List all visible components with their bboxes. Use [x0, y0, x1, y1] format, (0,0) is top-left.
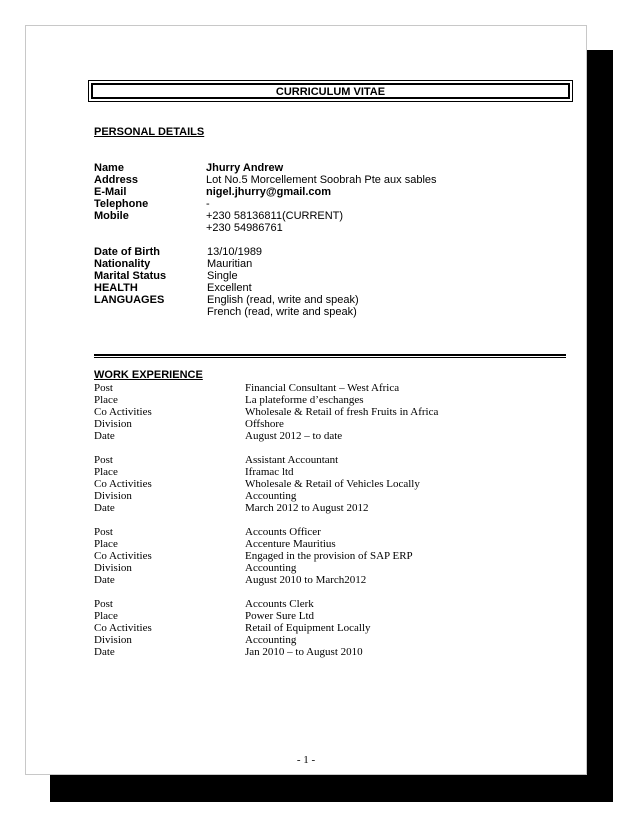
- field-label: Date: [94, 646, 115, 658]
- field-value: Financial Consultant – West Africa: [245, 382, 400, 394]
- field-value: Wholesale & Retail of fresh Fruits in Africa: [245, 406, 439, 418]
- field-value: French (read, write and speak): [207, 306, 357, 318]
- field-label: Date of Birth: [94, 246, 160, 258]
- field-label: LANGUAGES: [94, 294, 165, 306]
- field-label: Division: [94, 634, 132, 646]
- field-label: Co Activities: [94, 550, 152, 562]
- field-value: Offshore: [245, 418, 284, 430]
- field-value: Accounting: [245, 562, 297, 574]
- field-label: HEALTH: [94, 282, 138, 294]
- field-value: +230 58136811(CURRENT): [206, 210, 344, 222]
- field-value: La plateforme d’eschanges: [245, 394, 364, 406]
- field-value: August 2010 to March2012: [245, 574, 367, 586]
- field-label: Name: [94, 162, 124, 174]
- field-label: Division: [94, 418, 132, 430]
- section-divider: [94, 354, 566, 358]
- field-label: Post: [94, 598, 113, 610]
- field-label: Place: [94, 538, 118, 550]
- field-value: Jan 2010 – to August 2010: [245, 646, 363, 658]
- page-title: CURRICULUM VITAE: [91, 83, 570, 99]
- field-label: Co Activities: [94, 406, 152, 418]
- field-value: Power Sure Ltd: [245, 610, 315, 622]
- field-value: 13/10/1989: [207, 246, 263, 258]
- field-value: nigel.jhurry@gmail.com: [206, 186, 332, 198]
- personal-details-heading: PERSONAL DETAILS: [94, 126, 205, 138]
- field-value: English (read, write and speak): [207, 294, 359, 306]
- field-value: -: [206, 198, 210, 210]
- field-value: Accounting: [245, 490, 297, 502]
- field-value: Mauritian: [207, 258, 253, 270]
- field-label: Post: [94, 382, 113, 394]
- field-value: Accenture Mauritius: [245, 538, 336, 550]
- field-value: Wholesale & Retail of Vehicles Locally: [245, 478, 420, 490]
- field-label: Date: [94, 574, 115, 586]
- field-label: Telephone: [94, 198, 149, 210]
- field-value: Excellent: [207, 282, 252, 294]
- field-label: Nationality: [94, 258, 151, 270]
- field-label: Division: [94, 562, 132, 574]
- field-label: Post: [94, 454, 113, 466]
- field-value: Accounts Clerk: [245, 598, 314, 610]
- field-label: Co Activities: [94, 622, 152, 634]
- field-label: Date: [94, 430, 115, 442]
- field-label: Place: [94, 466, 118, 478]
- field-label: Date: [94, 502, 115, 514]
- field-label: Mobile: [94, 210, 129, 222]
- field-value: Engaged in the provision of SAP ERP: [245, 550, 413, 562]
- field-value: Lot No.5 Morcellement Soobrah Pte aux sables: [206, 174, 437, 186]
- title-box: [88, 80, 573, 102]
- field-value: Single: [207, 270, 238, 282]
- field-label: Division: [94, 490, 132, 502]
- field-label: E-Mail: [94, 186, 127, 198]
- document-page: [25, 25, 587, 775]
- field-label: Place: [94, 394, 118, 406]
- field-value: Accounting: [245, 634, 297, 646]
- field-label: Address: [94, 174, 139, 186]
- field-label: Place: [94, 610, 118, 622]
- field-value: Retail of Equipment Locally: [245, 622, 371, 634]
- page-number: - 1 -: [296, 754, 316, 766]
- field-value: Jhurry Andrew: [206, 162, 284, 174]
- field-label: Co Activities: [94, 478, 152, 490]
- field-value: Assistant Accountant: [245, 454, 339, 466]
- field-label: Post: [94, 526, 113, 538]
- field-label: Marital Status: [94, 270, 167, 282]
- field-value: Accounts Officer: [245, 526, 321, 538]
- field-value: August 2012 – to date: [245, 430, 343, 442]
- work-experience-heading: WORK EXPERIENCE: [94, 369, 203, 381]
- field-value: Iframac ltd: [245, 466, 294, 478]
- field-value: March 2012 to August 2012: [245, 502, 369, 514]
- field-value: +230 54986761: [206, 222, 283, 234]
